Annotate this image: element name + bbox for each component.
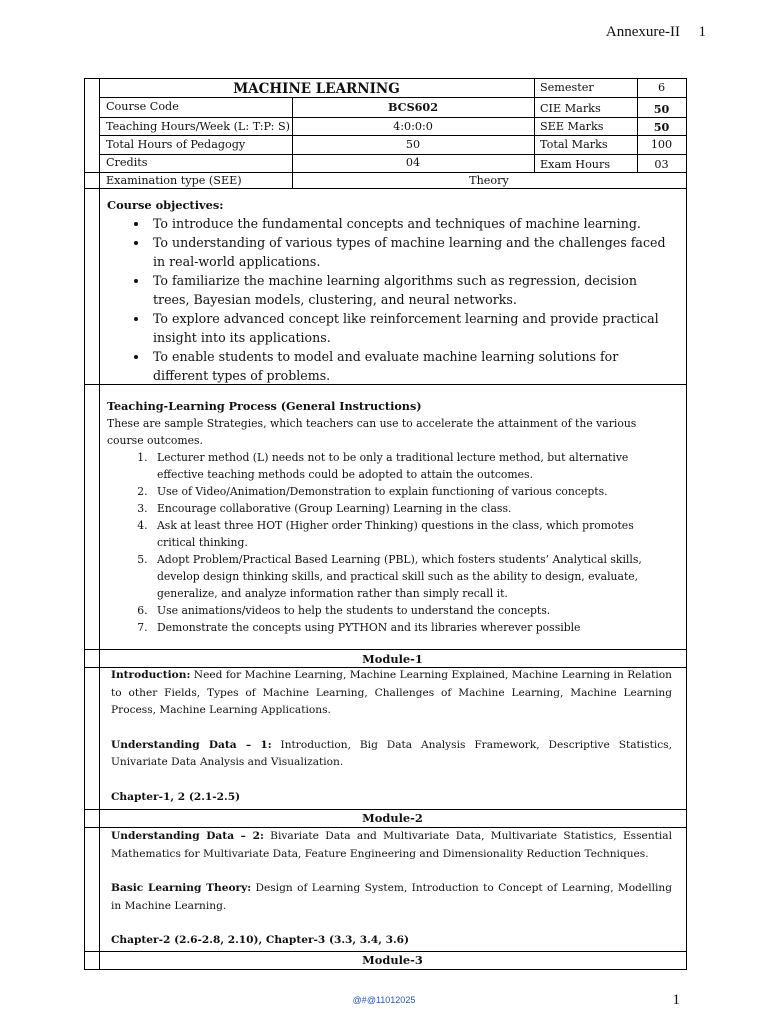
header-page-number: 1 bbox=[698, 24, 706, 40]
module-2-theory bbox=[111, 880, 672, 915]
left-margin-column bbox=[99, 79, 100, 970]
teaching-hours-value: 4:0:0:0 bbox=[393, 120, 433, 133]
objective-item: • To understanding of various types of machine learning and the challenges faced in real-world applications. bbox=[149, 233, 672, 271]
semester-label: Semester bbox=[540, 81, 594, 94]
course-code-label: Course Code bbox=[106, 100, 179, 113]
module-2-theory-label: Basic Learning Theory: bbox=[111, 882, 252, 894]
course-title: MACHINE LEARNING bbox=[233, 81, 400, 97]
teaching-hours-label: Teaching Hours/Week (L: T:P: S) bbox=[106, 120, 291, 133]
objective-item: • To enable students to model and evaluate machine learning solutions for different types of problems. bbox=[149, 347, 672, 385]
teaching-intro: These are sample Strategies, which teachers can use to accelerate the attainment of the various course outcomes. bbox=[107, 417, 637, 447]
teaching-item: 4. Ask at least three HOT (Higher order Thinking) questions in the class, which promotes critical thinking. bbox=[151, 517, 672, 551]
exam-hours-value: 03 bbox=[654, 158, 669, 171]
teaching-item: 3. Encourage collaborative (Group Learning) Learning in the class. bbox=[151, 500, 672, 517]
module-2-data-text: Bivariate Data and Multivariate Data, Multivariate Statistics, Essential Mathematics for Multivariate Data, Feature Engineering and Dimensionality Reduction Techniques. bbox=[111, 830, 672, 860]
exam-type-value: Theory bbox=[469, 174, 509, 187]
cie-marks-value: 50 bbox=[653, 102, 670, 116]
module-3-title: Module-3 bbox=[362, 953, 423, 967]
module-1-title: Module-1 bbox=[362, 652, 423, 666]
module-1-body bbox=[111, 667, 672, 806]
module-1-intro bbox=[111, 667, 672, 720]
cie-marks-label: CIE Marks bbox=[540, 102, 601, 115]
module-2-theory-text: Design of Learning System, Introduction to Concept of Learning, Modelling in Machine Learning. bbox=[111, 882, 672, 912]
module-2-chapter: Chapter-2 (2.6-2.8, 2.10), Chapter-3 (3.3, 3.4, 3.6) bbox=[111, 934, 410, 946]
credits-value: 04 bbox=[405, 156, 421, 169]
footer-page-number: 1 bbox=[672, 992, 680, 1008]
module-1-data-text: Introduction, Big Data Analysis Framework, Descriptive Statistics, Univariate Data Analysis and Visualization. bbox=[111, 738, 672, 768]
module-2-body bbox=[111, 828, 672, 950]
pedagogy-hours-value: 50 bbox=[405, 138, 421, 151]
teaching-item: 2. Use of Video/Animation/Demonstration to explain functioning of various concepts. bbox=[151, 483, 672, 500]
footer-code: @#@11012025 bbox=[352, 995, 416, 1005]
objectives-heading: Course objectives: bbox=[107, 198, 224, 212]
teaching-heading: Teaching-Learning Process (General Instructions) bbox=[107, 399, 422, 413]
total-marks-label: Total Marks bbox=[540, 138, 608, 151]
syllabus-table bbox=[84, 78, 687, 970]
total-marks-value: 100 bbox=[650, 138, 673, 151]
module-1-data-label: Understanding Data – 1: bbox=[111, 738, 272, 751]
annexure-label: Annexure-II bbox=[605, 24, 680, 40]
exam-hours-label: Exam Hours bbox=[540, 158, 611, 171]
objective-item: • To explore advanced concept like reinforcement learning and provide practical insight into its applications. bbox=[149, 309, 672, 347]
teaching-item: 5. Adopt Problem/Practical Based Learning (PBL), which fosters students’ Analytical skills, develop design thinking skills, and practical skill such as the ability to design, evaluate, generalize, and analyze information rather than simply recall it. bbox=[151, 551, 672, 602]
module-2-title: Module-2 bbox=[362, 811, 423, 825]
course-objectives bbox=[107, 196, 672, 385]
module-1-intro-label: Introduction: bbox=[111, 669, 191, 681]
module-1-intro-text: Need for Machine Learning, Machine Learning Explained, Machine Learning in Relation to other Fields, Types of Machine Learning, Challenges of Machine Learning, Machine Learning Process, Machine Learning Applications. bbox=[111, 669, 672, 716]
exam-type-label: Examination type (SEE) bbox=[106, 174, 242, 187]
see-marks-label: SEE Marks bbox=[540, 120, 604, 133]
module-1-chapter: Chapter-1, 2 (2.1-2.5) bbox=[111, 790, 241, 803]
module-1-data bbox=[111, 737, 672, 772]
course-code-value: BCS602 bbox=[388, 100, 438, 114]
teaching-list bbox=[107, 449, 672, 636]
pedagogy-hours-label: Total Hours of Pedagogy bbox=[106, 138, 246, 151]
objective-item: • To introduce the fundamental concepts and techniques of machine learning. bbox=[149, 214, 672, 233]
see-marks-value: 50 bbox=[653, 120, 670, 134]
semester-value: 6 bbox=[657, 81, 666, 94]
teaching-item: 1. Lecturer method (L) needs not to be only a traditional lecture method, but alternative effective teaching methods could be adopted to attain the outcomes. bbox=[151, 449, 672, 483]
teaching-learning-process bbox=[107, 398, 672, 636]
module-2-data bbox=[111, 828, 672, 863]
objectives-list bbox=[107, 214, 672, 385]
teaching-item: 7. Demonstrate the concepts using PYTHON and its libraries wherever possible bbox=[151, 619, 672, 636]
teaching-item: 6. Use animations/videos to help the students to understand the concepts. bbox=[151, 602, 672, 619]
module-2-data-label: Understanding Data – 2: bbox=[111, 830, 264, 842]
objective-item: • To familiarize the machine learning algorithms such as regression, decision trees, Bayesian models, clustering, and neural networks. bbox=[149, 271, 672, 309]
credits-label: Credits bbox=[106, 156, 148, 169]
